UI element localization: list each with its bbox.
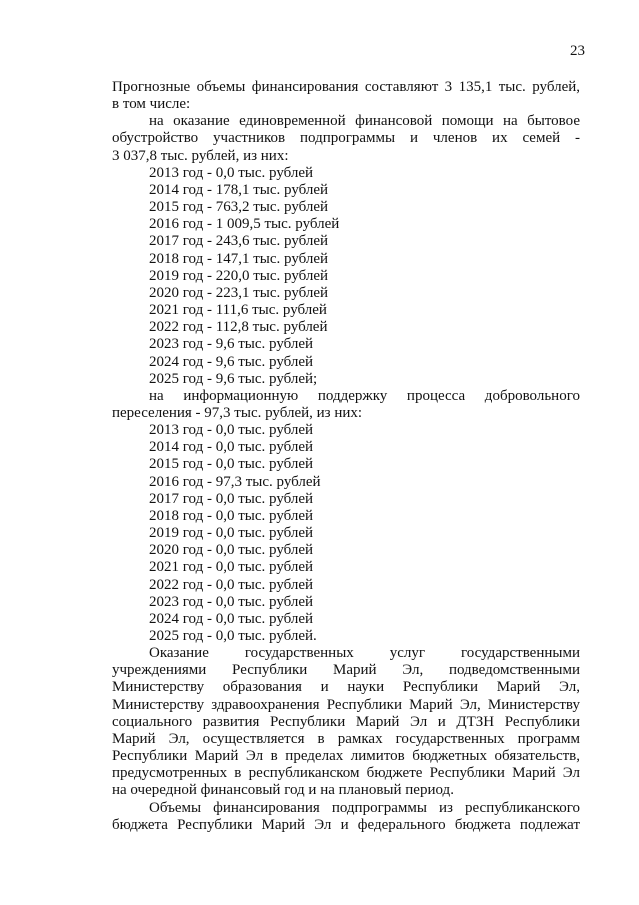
year-amount-line: 2021 год - 0,0 тыс. рублей xyxy=(149,559,314,576)
paragraph-line: бюджета Республики Марий Эл и федерального бюджета подлежат xyxy=(112,816,580,833)
paragraph-line: Министерству образования и науки Республики Марий Эл, xyxy=(112,679,580,696)
year-amount-line: 2015 год - 763,2 тыс. рублей xyxy=(149,199,329,216)
section2-heading-line: на информационную поддержку процесса добровольного xyxy=(149,387,580,404)
year-amount-line: 2020 год - 223,1 тыс. рублей xyxy=(149,284,329,301)
intro-line: Прогнозные объемы финансирования составляют 3 135,1 тыс. рублей, xyxy=(112,79,580,95)
year-amount-line: 2022 год - 112,8 тыс. рублей xyxy=(149,319,328,336)
year-amount-line: 2013 год - 0,0 тыс. рублей xyxy=(149,164,314,181)
paragraph-line: Оказание государственных услуг государственными xyxy=(149,645,580,662)
services-paragraph xyxy=(112,645,580,799)
section1-heading-line: обустройство участников подпрограммы и членов их семей - xyxy=(112,130,580,147)
section2-heading-line: переселения - 97,3 тыс. рублей, из них: xyxy=(112,404,363,421)
year-amount-line: 2024 год - 0,0 тыс. рублей xyxy=(149,610,314,627)
paragraph-line: Республики Марий Эл в пределах лимитов бюджетных обязательств, xyxy=(112,748,580,765)
paragraph-line: учреждениями Республики Марий Эл, подведомственными xyxy=(112,662,580,679)
year-amount-line: 2017 год - 0,0 тыс. рублей xyxy=(149,490,314,507)
paragraph-line: Марий Эл, осуществляется в рамках государственных программ xyxy=(112,730,580,747)
year-amount-line: 2016 год - 1 009,5 тыс. рублей xyxy=(149,216,340,233)
document-body xyxy=(112,79,580,834)
paragraph-line: социального развития Республики Марий Эл и ДТЗН Республики xyxy=(112,713,580,730)
year-amount-line: 2019 год - 220,0 тыс. рублей xyxy=(149,267,329,284)
year-amount-line: 2021 год - 111,6 тыс. рублей xyxy=(149,302,327,319)
year-amount-line: 2014 год - 178,1 тыс. рублей xyxy=(149,181,329,198)
year-amount-line: 2023 год - 9,6 тыс. рублей xyxy=(149,336,314,353)
paragraph-line: на очередной финансовый год и на плановый период. xyxy=(112,782,454,799)
year-amount-line: 2018 год - 147,1 тыс. рублей xyxy=(149,250,329,267)
paragraph-line: Министерству здравоохранения Республики Марий Эл, Министерству xyxy=(112,696,580,713)
year-amount-line: 2019 год - 0,0 тыс. рублей xyxy=(149,525,314,542)
section1-year-list xyxy=(112,165,580,388)
paragraph-line: Объемы финансирования подпрограммы из республиканского xyxy=(149,799,580,816)
section1-heading-line: на оказание единовременной финансовой помощи на бытовое xyxy=(149,113,580,130)
year-amount-line: 2022 год - 0,0 тыс. рублей xyxy=(149,576,314,593)
year-amount-line: 2013 год - 0,0 тыс. рублей xyxy=(149,422,314,439)
year-amount-line: 2014 год - 0,0 тыс. рублей xyxy=(149,439,314,456)
year-amount-line: 2018 год - 0,0 тыс. рублей xyxy=(149,507,314,524)
paragraph-line: предусмотренных в республиканском бюджете Республики Марий Эл xyxy=(112,765,580,782)
year-amount-line: 2025 год - 0,0 тыс. рублей. xyxy=(149,628,317,644)
year-amount-line: 2025 год - 9,6 тыс. рублей; xyxy=(149,370,318,387)
year-amount-line: 2023 год - 0,0 тыс. рублей xyxy=(149,593,314,610)
volumes-paragraph xyxy=(112,800,580,834)
year-amount-line: 2015 год - 0,0 тыс. рублей xyxy=(149,456,314,473)
page-number: 23 xyxy=(570,43,585,59)
year-amount-line: 2024 год - 9,6 тыс. рублей xyxy=(149,353,314,370)
section1-heading-line: 3 037,8 тыс. рублей, из них: xyxy=(112,147,289,164)
year-amount-line: 2017 год - 243,6 тыс. рублей xyxy=(149,233,329,250)
year-amount-line: 2016 год - 97,3 тыс. рублей xyxy=(149,473,321,490)
section2-year-list xyxy=(112,422,580,645)
intro-line: в том числе: xyxy=(112,96,191,113)
year-amount-line: 2020 год - 0,0 тыс. рублей xyxy=(149,542,314,559)
